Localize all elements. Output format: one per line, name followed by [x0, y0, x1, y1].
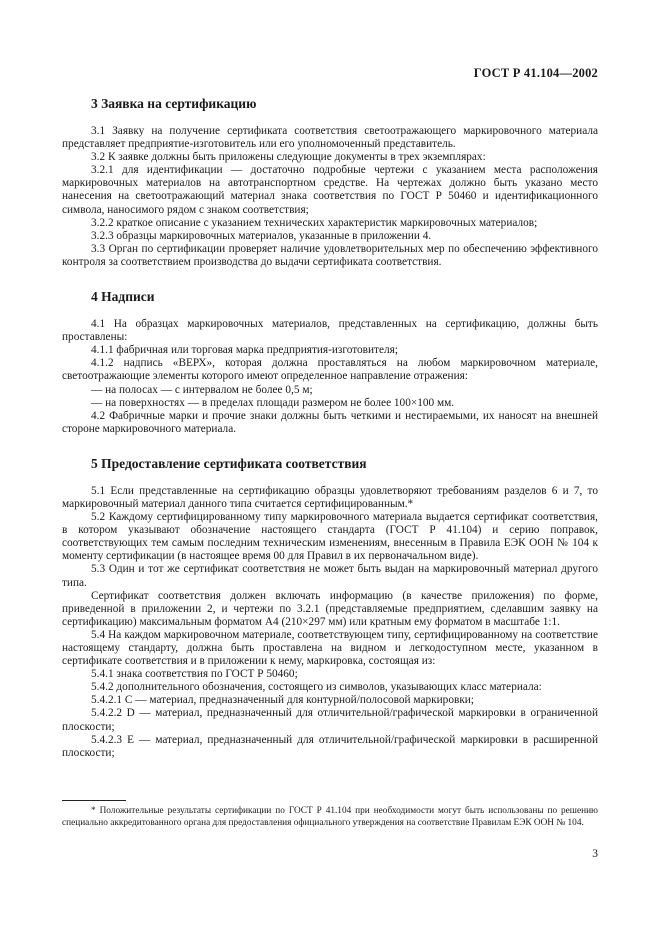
paragraph-5-1: 5.1 Если представленные на сертификацию образцы удовлетворяют требованиям разделов 6 и 7, то маркировочный материал данного типа считается сертифицированным.* [62, 484, 598, 510]
paragraph-5-4: 5.4 На каждом маркировочном материале, соответствующем типу, сертифицированному на соответствие настоящему стандарту, должна быть проставлена на видном и легкодоступном месте, указанном в сертификате соответствия и в приложении к нему, маркировка, состоящая из: [62, 628, 598, 668]
paragraph-3-3: 3.3 Орган по сертификации проверяет наличие удовлетворительных мер по обеспечению эффективного контроля за соответствием производства до выдачи сертификата соответствия. [62, 242, 598, 268]
section-4-heading: 4 Надписи [91, 289, 155, 305]
paragraph-4-1-1: 4.1.1 фабричная или торговая марка предприятия-изготовителя; [91, 344, 398, 357]
section-3-heading: 3 Заявка на сертификацию [91, 96, 257, 111]
paragraph-5-4-2: 5.4.2 дополнительного обозначения, состоящего из символов, указывающих класс материала: [91, 681, 542, 694]
list-item-surfaces: — на поверхностях — в пределах площади размером не более 100×100 мм. [91, 396, 455, 409]
paragraph-certificate-contents: Сертификат соответствия должен включать информацию (в качестве приложения) по форме, приведенной в приложении 2, и чертежи по 3.2.1 (представляемые предприятием, сделавшим заявку на сертификацию) максимальным форматом А4 (210×297 мм) или кратным ему форматом в масштабе 1:1. [62, 589, 598, 628]
paragraph-3-2-3: 3.2.3 образцы маркировочных материалов, указанные в приложении 4. [91, 229, 432, 242]
paragraph-5-4-2-3: 5.4.2.3 Е — материал, предназначенный для отличительной/графической маркировки в расширенной плоскости; [62, 733, 598, 759]
footnote [62, 805, 598, 829]
footnote-text: * Положительные результаты сертификации по ГОСТ Р 41.104 при необходимости могут быть использованы по решению специально аккредитованного органа для предоставления официального утверждения на соответствие Правилам ЕЭК ООН № 104. [62, 806, 598, 829]
paragraph-5-2: 5.2 Каждому сертифицированному типу маркировочного материала выдается сертификат соответствия, в котором указывают обозначение настоящего стандарта (ГОСТ Р 41.104) и серию поправок, соответствующих тем самым последним техническим изменениям, внесенным в Правила ЕЭК ООН № 104 к моменту сертификации (в настоящее время 00 для Правил в их первоначальном виде). [62, 511, 598, 563]
paragraph-5-3: 5.3 Один и тот же сертификат соответствия не может быть выдан на маркировочный материал другого типа. [62, 563, 598, 589]
document-header-id: ГОСТ Р 41.104—2002 [473, 66, 598, 80]
paragraph-3-2-1: 3.2.1 для идентификации — достаточно подробные чертежи с указанием места расположения маркировочных материалов на автотранспортном средстве. На чертежах должно быть указано место нанесения на светоотражающий материал знака соответствия по ГОСТ Р 50460 и идентификационного символа, наносимого рядом с знаком соответствия; [62, 164, 598, 216]
footnote-divider [62, 800, 126, 801]
section-5-heading: 5 Предоставление сертификата соответствия [91, 455, 367, 471]
paragraph-5-4-2-2: 5.4.2.2 D — материал, предназначенный для отличительной/графической маркировки в ограниченной плоскости; [62, 707, 598, 733]
paragraph-4-2: 4.2 Фабричные марки и прочие знаки должны быть четкими и нестираемыми, их наносят на внешней стороне маркировочного материала. [62, 409, 598, 435]
paragraph-3-2-2: 3.2.2 краткое описание с указанием технических характеристик маркировочных материалов; [91, 216, 538, 229]
paragraph-5-4-1: 5.4.1 знака соответствия по ГОСТ Р 50460; [91, 668, 298, 681]
paragraph-4-1: 4.1 На образцах маркировочных материалов, представленных на сертификацию, должны быть проставлены: [62, 318, 598, 344]
main-content [62, 96, 598, 760]
page-number: 3 [592, 848, 598, 860]
paragraph-3-2: 3.2 К заявке должны быть приложены следующие документы в трех экземплярах: [91, 151, 486, 164]
list-item-stripes: — на полосах — с интервалом не более 0,5 м; [91, 383, 313, 396]
paragraph-3-1: 3.1 Заявку на получение сертификата соответствия светоотражающего маркировочного материала представляет предприятие-изготовитель или его уполномоченный представитель. [62, 125, 598, 151]
paragraph-5-4-2-1: 5.4.2.1 С — материал, предназначенный для контурной/полосовой маркировки; [91, 694, 474, 707]
paragraph-4-1-2: 4.1.2 надпись «ВЕРХ», которая должна проставляться на любом маркировочном материале, светоотражающие элементы которого имеют определенное направление отражения: [62, 357, 598, 383]
